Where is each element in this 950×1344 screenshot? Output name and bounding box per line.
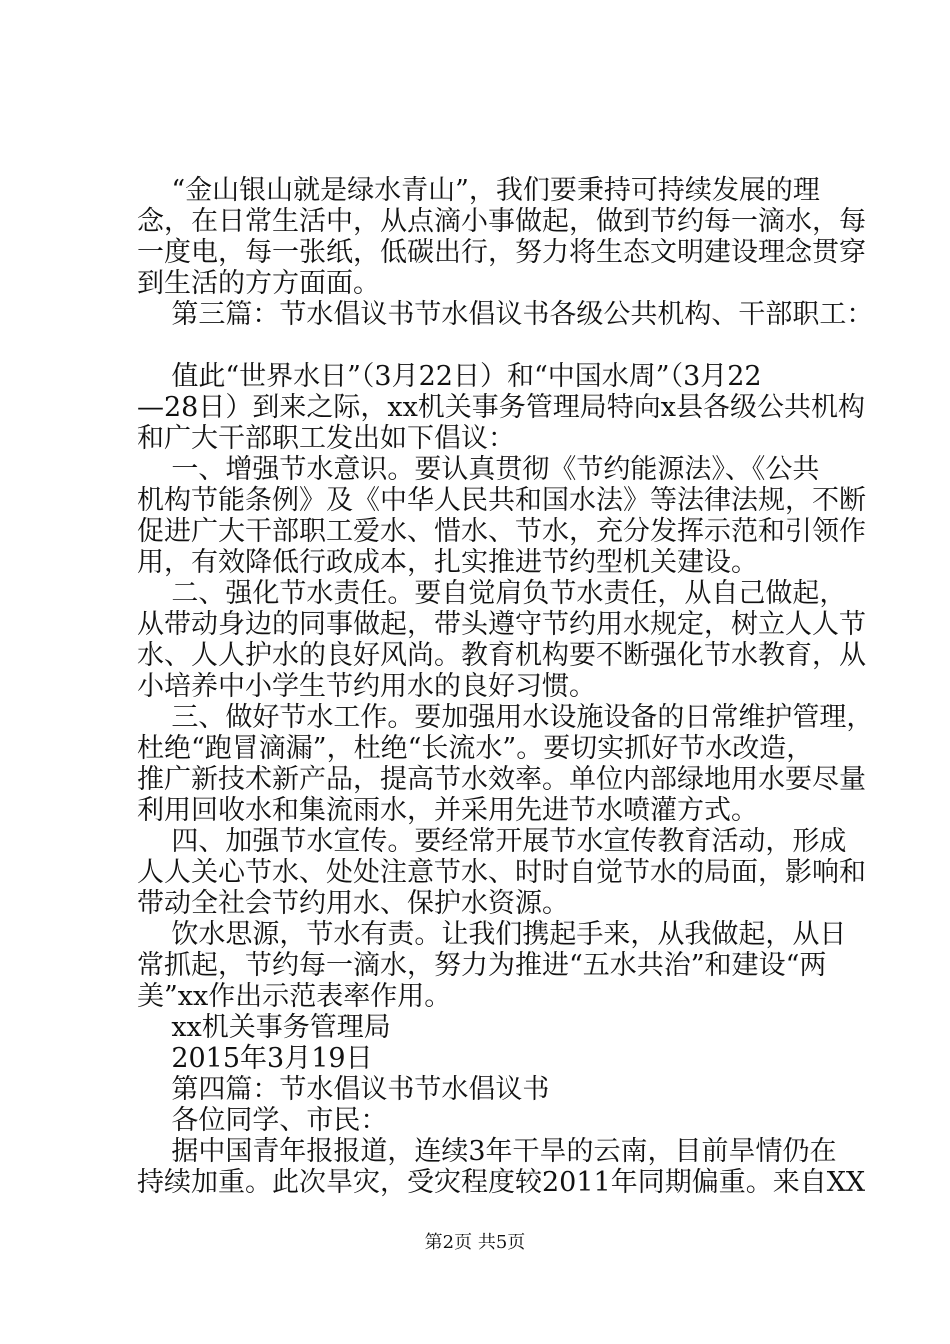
text-line: 和广大干部职工发出如下倡议：: [137, 423, 515, 454]
text-line: 美”xx作出示范表率作用。: [137, 981, 452, 1012]
signature-date: 2015年3月19日: [137, 1043, 373, 1074]
text-line: 杜绝“跑冒滴漏”，杜绝“长流水”。要切实抓好节水改造，: [137, 733, 814, 764]
text-line: 饮水思源，节水有责。让我们携起手来，从我做起，从日: [137, 919, 847, 950]
text-line: 持续加重。此次旱灾，受灾程度较2011年同期偏重。来自XX: [137, 1167, 866, 1198]
text-line: 一、增强节水意识。要认真贯彻《节约能源法》、《公共: [137, 454, 820, 485]
text-line: 二、强化节水责任。要自觉肩负节水责任，从自己做起，: [137, 578, 847, 609]
text-line: 推广新技术新产品，提高节水效率。单位内部绿地用水要尽量: [137, 764, 866, 795]
text-line: 据中国青年报报道，连续3年干旱的云南，目前旱情仍在: [137, 1136, 837, 1167]
text-line: 值此“世界水日”（3月22日）和“中国水周”（3月22: [137, 361, 762, 392]
text-line: —28日）到来之际，xx机关事务管理局特向x县各级公共机构: [137, 392, 866, 423]
text-line: 利用回收水和集流雨水，并采用先进节水喷灌方式。: [137, 795, 758, 826]
text-line: 促进广大干部职工爱水、惜水、节水，充分发挥示范和引领作: [137, 516, 866, 547]
text-line: “金山银山就是绿水青山”，我们要秉持可持续发展的理: [137, 175, 820, 206]
text-line: 三、做好节水工作。要加强用水设施设备的日常维护管理，: [137, 702, 874, 733]
text-line: 小培养中小学生节约用水的良好习惯。: [137, 671, 596, 702]
text-line: 带动全社会节约用水、保护水资源。: [137, 888, 569, 919]
text-line: 念，在日常生活中，从点滴小事做起，做到节约每一滴水，每: [137, 206, 866, 237]
text-line: 用，有效降低行政成本，扎实推进节约型机关建设。: [137, 547, 758, 578]
section-heading: 第四篇：节水倡议书节水倡议书: [137, 1074, 550, 1105]
text-line: 到生活的方方面面。: [137, 268, 380, 299]
text-line: 机构节能条例》及《中华人民共和国水法》等法律法规，不断: [137, 485, 866, 516]
signature-org: xx机关事务管理局: [137, 1012, 391, 1043]
text-line: 常抓起，节约每一滴水，努力为推进“五水共治”和建设“两: [137, 950, 827, 981]
text-line: 一度电，每一张纸，低碳出行，努力将生态文明建设理念贯穿: [137, 237, 866, 268]
text-line: 人人关心节水、处处注意节水、时时自觉节水的局面，影响和: [137, 857, 866, 888]
salutation: 各位同学、市民：: [137, 1105, 388, 1136]
text-line: 水、人人护水的良好风尚。教育机构要不断强化节水教育，从: [137, 640, 866, 671]
text-line: 从带动身边的同事做起，带头遵守节约用水规定，树立人人节: [137, 609, 866, 640]
text-line: 四、加强节水宣传。要经常开展节水宣传教育活动，形成: [137, 826, 847, 857]
page-footer: 第2页 共5页: [424, 1232, 526, 1253]
section-heading: 第三篇：节水倡议书节水倡议书各级公共机构、干部职工：: [137, 299, 874, 330]
